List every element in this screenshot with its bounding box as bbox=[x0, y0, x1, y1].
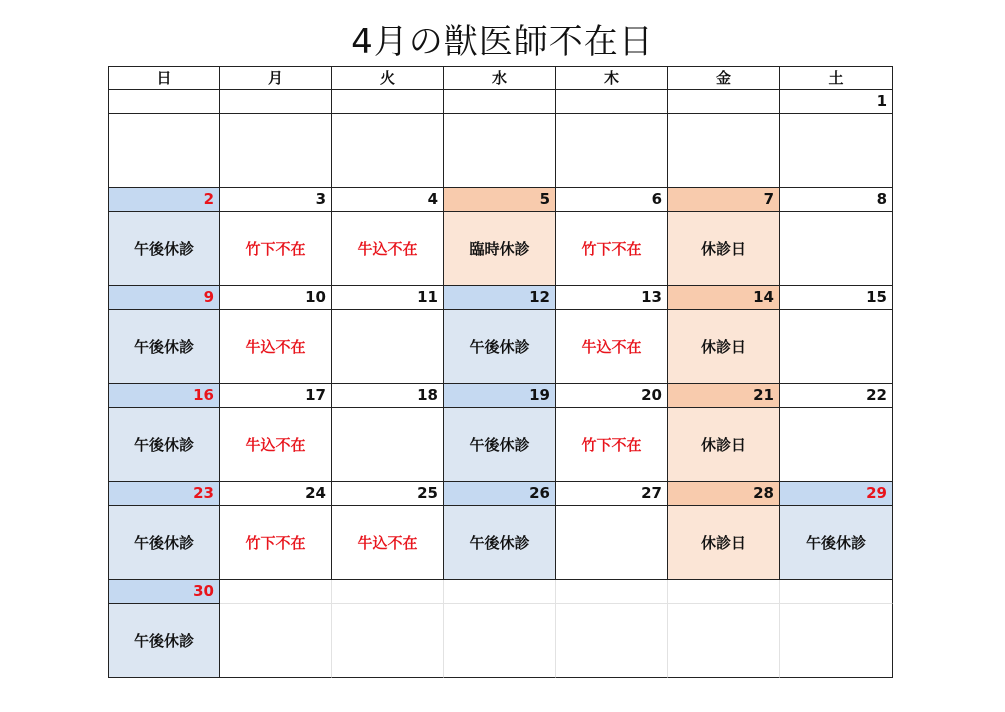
day-number: 14 bbox=[668, 286, 780, 310]
day-note bbox=[444, 604, 556, 678]
day-note: 牛込不在 bbox=[220, 310, 332, 384]
calendar-grid bbox=[108, 66, 893, 678]
day-note: 牛込不在 bbox=[556, 310, 668, 384]
day-note: 牛込不在 bbox=[332, 212, 444, 286]
day-note bbox=[108, 114, 220, 188]
day-number bbox=[108, 90, 220, 114]
day-note: 休診日 bbox=[668, 408, 780, 482]
day-number: 3 bbox=[220, 188, 332, 212]
day-note: 竹下不在 bbox=[556, 212, 668, 286]
day-note: 休診日 bbox=[668, 506, 780, 580]
day-number: 19 bbox=[444, 384, 556, 408]
weekday-header: 火 bbox=[332, 66, 444, 90]
day-note: 午後休診 bbox=[444, 408, 556, 482]
weekday-header: 木 bbox=[556, 66, 668, 90]
day-note bbox=[780, 212, 893, 286]
day-number: 26 bbox=[444, 482, 556, 506]
day-number: 2 bbox=[108, 188, 220, 212]
day-number bbox=[444, 90, 556, 114]
day-note: 午後休診 bbox=[108, 604, 220, 678]
day-note: 休診日 bbox=[668, 212, 780, 286]
day-number bbox=[220, 580, 332, 604]
day-note bbox=[556, 604, 668, 678]
day-number: 18 bbox=[332, 384, 444, 408]
day-number: 16 bbox=[108, 384, 220, 408]
day-number: 9 bbox=[108, 286, 220, 310]
day-number bbox=[332, 90, 444, 114]
day-note bbox=[220, 114, 332, 188]
day-note bbox=[444, 114, 556, 188]
weekday-header: 金 bbox=[668, 66, 780, 90]
day-number bbox=[220, 90, 332, 114]
day-note: 午後休診 bbox=[444, 310, 556, 384]
day-note bbox=[556, 506, 668, 580]
day-number: 8 bbox=[780, 188, 893, 212]
day-note: 牛込不在 bbox=[332, 506, 444, 580]
day-number: 10 bbox=[220, 286, 332, 310]
day-number: 23 bbox=[108, 482, 220, 506]
day-number: 29 bbox=[780, 482, 893, 506]
day-note: 牛込不在 bbox=[220, 408, 332, 482]
day-note bbox=[668, 604, 780, 678]
day-note bbox=[332, 310, 444, 384]
day-note bbox=[780, 114, 893, 188]
page-title: 4月の獣医師不在日 bbox=[351, 22, 654, 62]
day-note: 午後休診 bbox=[444, 506, 556, 580]
day-number bbox=[668, 580, 780, 604]
day-note: 竹下不在 bbox=[556, 408, 668, 482]
day-note bbox=[780, 604, 893, 678]
day-number bbox=[556, 90, 668, 114]
day-number bbox=[780, 580, 893, 604]
day-number: 21 bbox=[668, 384, 780, 408]
day-number: 17 bbox=[220, 384, 332, 408]
day-number: 6 bbox=[556, 188, 668, 212]
day-number: 20 bbox=[556, 384, 668, 408]
day-note: 午後休診 bbox=[780, 506, 893, 580]
weekday-header: 月 bbox=[220, 66, 332, 90]
day-number bbox=[668, 90, 780, 114]
day-note: 休診日 bbox=[668, 310, 780, 384]
day-number: 13 bbox=[556, 286, 668, 310]
day-number: 5 bbox=[444, 188, 556, 212]
day-note: 竹下不在 bbox=[220, 506, 332, 580]
day-note bbox=[668, 114, 780, 188]
day-note: 午後休診 bbox=[108, 408, 220, 482]
day-note bbox=[220, 604, 332, 678]
day-number bbox=[332, 580, 444, 604]
day-note: 臨時休診 bbox=[444, 212, 556, 286]
day-number: 30 bbox=[108, 580, 220, 604]
day-number: 11 bbox=[332, 286, 444, 310]
day-note bbox=[780, 310, 893, 384]
day-number: 25 bbox=[332, 482, 444, 506]
day-note bbox=[332, 114, 444, 188]
day-number: 24 bbox=[220, 482, 332, 506]
day-number: 4 bbox=[332, 188, 444, 212]
day-note: 午後休診 bbox=[108, 506, 220, 580]
day-note: 竹下不在 bbox=[220, 212, 332, 286]
weekday-header: 日 bbox=[108, 66, 220, 90]
day-note bbox=[332, 604, 444, 678]
day-number: 22 bbox=[780, 384, 893, 408]
day-number: 7 bbox=[668, 188, 780, 212]
weekday-header: 土 bbox=[780, 66, 893, 90]
day-number: 28 bbox=[668, 482, 780, 506]
day-number bbox=[444, 580, 556, 604]
day-number: 15 bbox=[780, 286, 893, 310]
day-note bbox=[556, 114, 668, 188]
weekday-header: 水 bbox=[444, 66, 556, 90]
day-number: 27 bbox=[556, 482, 668, 506]
day-note bbox=[332, 408, 444, 482]
day-note: 午後休診 bbox=[108, 212, 220, 286]
day-number bbox=[556, 580, 668, 604]
day-note: 午後休診 bbox=[108, 310, 220, 384]
day-number: 12 bbox=[444, 286, 556, 310]
day-note bbox=[780, 408, 893, 482]
day-number: 1 bbox=[780, 90, 893, 114]
